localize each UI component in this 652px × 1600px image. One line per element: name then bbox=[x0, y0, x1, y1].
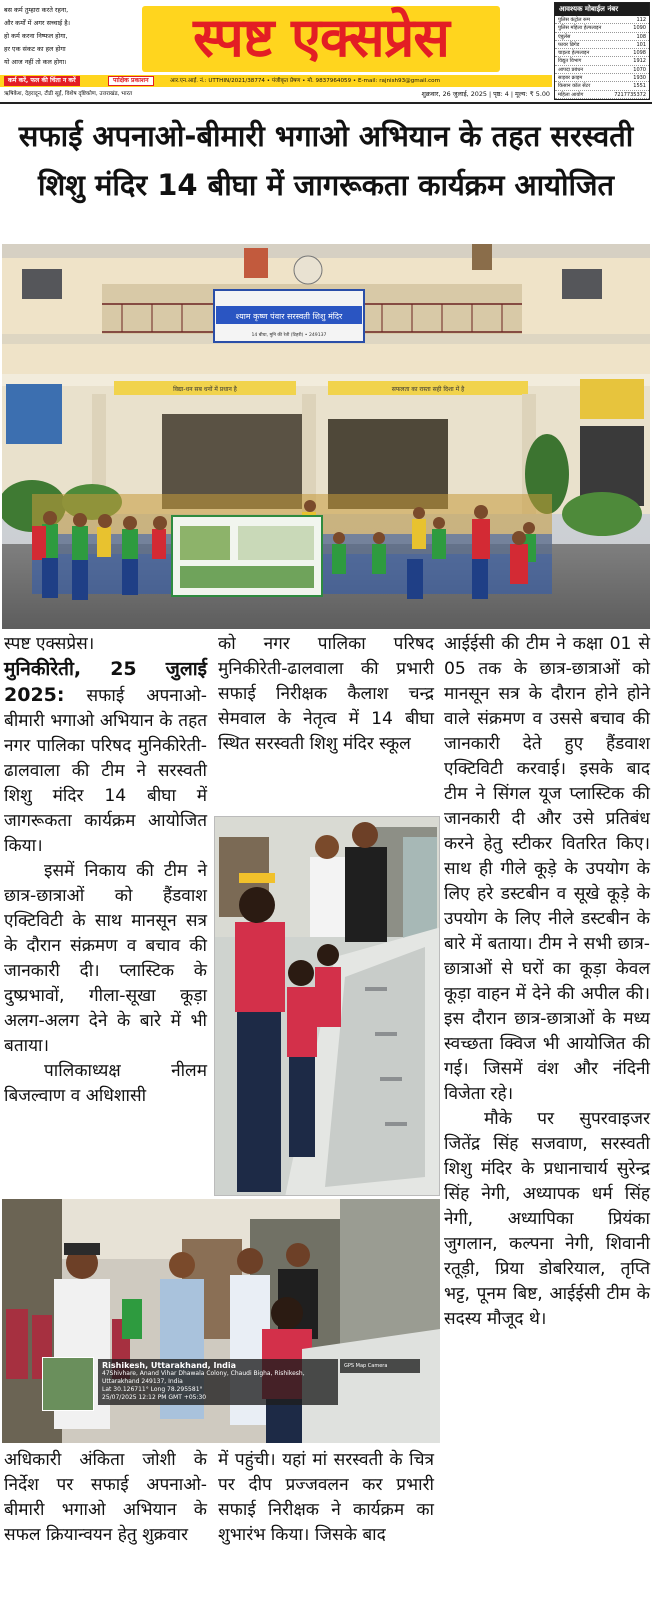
headline-line-2: शिशु मंदिर 14 बीघा में जागरूकता कार्यक्रम आयोजित bbox=[37, 168, 615, 202]
article-paragraph: मौके पर सुपरवाइजर जितेंद्र सिंह सजवाण, सरस्वती शिशु मंदिर के प्रधानाचार्य सुरेन्द्र सिंह नेगी, अध्यापक धर्म सिंह नेगी, अध्यापिका प्रियंका जुगलान, कल्पना नेगी, शिवानी रतूड़ी, प्रिया डोबरियाल, तृप्ति भट्ट, पूनम बिष्ट, आईईसी टीम के सदस्य मौजूद थे। bbox=[444, 1109, 650, 1329]
helpline-title: आवश्यक मोबाईल नंबर bbox=[555, 3, 649, 16]
helpline-row: एंबुलेंस 108 bbox=[555, 33, 649, 41]
inspection-photo bbox=[2, 1199, 440, 1443]
article-column-1-continued bbox=[4, 1448, 207, 1548]
wall-slogan-left: विद्या-धन सब धनों में प्रधान है bbox=[173, 386, 237, 393]
quote-line: यो आज नहीं तो कल होगा। bbox=[4, 58, 67, 66]
quote-line: और कर्मों में अगर सच्चाई है। bbox=[4, 19, 71, 27]
article-paragraph: इसमें निकाय की टीम ने छात्र-छात्राओं को हैंडवाश एक्टिविटी के साथ मानसून सत्र के दौरान संक्रमण व बचाव की जानकारी दी। प्लास्टिक के दुष्प्रभावों, गीला-सूखा कूड़ा अलग-अलग देने के बारे में भी बताया। bbox=[4, 861, 207, 1056]
slogan-tag: कर्म करें, फल की चिंता न करें bbox=[4, 76, 80, 86]
article-column-2 bbox=[218, 632, 434, 757]
geotag-time: 25/07/2025 12:12 PM GMT +05:30 bbox=[102, 1394, 207, 1401]
helpline-row: महिला आयोग 7217735372 bbox=[555, 91, 649, 99]
headline-line-1: सफाई अपनाओ-बीमारी भगाओ अभियान के तहत सरस्वती bbox=[18, 119, 634, 153]
article-column-1 bbox=[4, 632, 207, 1109]
article-paragraph: अधिकारी अंकिता जोशी के निर्देश पर सफाई अपनाओ-बीमारी भगाओ अभियान के सफल क्रियान्वयन हेतु शुक्रवार bbox=[4, 1450, 207, 1545]
group-photo bbox=[2, 244, 650, 629]
article-paragraph: में पहुंची। यहां मां सरस्वती के चित्र पर दीप प्रज्जवलन कर प्रभारी सफाई निरीक्षक ने कार्यक्रम का शुभारंभ किया। जिसके बाद bbox=[218, 1450, 434, 1545]
newspaper-logo[interactable]: स्पष्ट एक्सप्रेस bbox=[193, 5, 449, 69]
article-paragraph: सफाई अपनाओ-बीमारी भगाओ अभियान के तहत नगर पालिका परिषद मुनिकीरेती-ढालवाला की टीम ने सरस्वती शिशु मंदिर 14 बीघा में जागरूकता कार्यक्रम आयोजित किया। bbox=[4, 686, 207, 856]
helpline-row: साइबर क्राइम 1930 bbox=[555, 74, 649, 82]
handwash-photo-drawing bbox=[215, 817, 440, 1196]
article-column-3 bbox=[444, 632, 650, 1332]
helpline-row: किसान कॉल सेंटर 1551 bbox=[555, 82, 649, 90]
quote-line: हर एक संकट का हल होगा bbox=[4, 45, 66, 53]
geotag-address: 47Shivhare, Anand Vihar Dhawala Colony, Chaudi Bigha, Rishikesh, Uttarakhand 249137, India bbox=[102, 1370, 305, 1385]
headline bbox=[0, 112, 652, 210]
geotag-map-thumbnail bbox=[42, 1357, 94, 1411]
helpline-row: फायर ब्रिगेड 101 bbox=[555, 41, 649, 49]
school-banner-text: श्याम कृष्ण पंवार सरस्वती शिशु मंदिर bbox=[235, 312, 343, 321]
geotag-watermark: GPS Map Camera bbox=[340, 1359, 420, 1373]
masthead-quote bbox=[4, 4, 136, 69]
article-paragraph: को नगर पालिका परिषद मुनिकीरेती-ढालवाला की प्रभारी सफाई निरीक्षक कैलाश चन्द्र सेमवाल के नेतृत्व में 14 बीघा स्थित सरस्वती शिशु मंदिर स्कूल bbox=[218, 634, 434, 754]
address-line: ऋषिकेश, देहरादून, टीडी सूईं, विशेष दृष्टिकोण, उत्तराखंड, भारत bbox=[4, 91, 133, 97]
helpline-row: पुलिस महिला हेल्पलाइन 1090 bbox=[555, 24, 649, 32]
quote-line: बस कर्म तुम्हारा करते रहना, bbox=[4, 6, 69, 14]
helpline-row: विद्युत विभाग 1912 bbox=[555, 57, 649, 65]
article-column-2-continued bbox=[218, 1448, 434, 1548]
article-credit: स्पष्ट एक्सप्रेस। bbox=[4, 634, 95, 654]
geotag-coords: Lat 30.126711° Long 78.295581° bbox=[102, 1386, 203, 1393]
article-paragraph: पालिकाध्यक्ष नीलम बिजल्वाण व अधिशासी bbox=[4, 1061, 207, 1106]
helpline-row: आपदा प्रबंधन 1070 bbox=[555, 66, 649, 74]
registration-line: आर.एन.आई. नं.: UTTHIN/2021/38774 • पंजीकृत प्रेषण • मो. 9837964059 • E-mail: rajnish93@gmail.com bbox=[170, 78, 441, 84]
helpline-row: पुलिस कंट्रोल रूम 112 bbox=[555, 16, 649, 24]
geotag-title: Rishikesh, Uttarakhand, India bbox=[102, 1361, 236, 1370]
quote-line: हो कर्म करना निष्फल होगा, bbox=[4, 32, 68, 40]
edition-tag: पाक्षिक प्रकाशन bbox=[108, 76, 154, 86]
helpline-box bbox=[554, 2, 650, 100]
article-place-date: मुनिकीरेती, 25 जुलाई 2025: bbox=[4, 658, 207, 706]
dateline: शुक्रवार, 26 जुलाई, 2025 | पृष्ठ: 4 | मूल्य: ₹ 5.00 bbox=[421, 90, 550, 98]
handwash-photo bbox=[214, 816, 440, 1196]
wall-slogan-right: सफलता का रास्ता सही दिशा में है bbox=[391, 386, 465, 393]
school-banner-sub: 14 बीघा, मुनि की रेती (टिहरी) • 249137 bbox=[251, 333, 327, 338]
group-photo-drawing bbox=[2, 244, 650, 629]
geotag-overlay bbox=[98, 1359, 338, 1405]
article-paragraph: आईईसी की टीम ने कक्षा 01 से 05 तक के छात्र-छात्राओं को मानसून सत्र के दौरान होने होने वाले संक्रमण व उससे बचाव की जानकारी देते हुए हैंडवाश एक्टिविटी करवाई। इसके बाद टीम ने सिंगल यूज प्लास्टिक की जानकारी दी और उसे प्रतिबंध करने हेतु स्टीकर वितरित किए। साथ ही गीले कूड़े के उपयोग के लिए हरे डस्टबीन व सूखे कूड़े के उपयोग के लिए नीले डस्टबीन के बारे में बताया। टीम ने सभी छात्र-छात्राओं से घरों का कूड़ा केवल कूड़ा वाहन में देने की अपील की। इस दौरान छात्र-छात्राओं के मध्य स्वच्छता क्विज भी आयोजित की गई। जिसमें वंश और नंदिनी विजेता रहे। bbox=[444, 634, 650, 1104]
helpline-row: चाइल्ड हेल्पलाइन 1098 bbox=[555, 49, 649, 57]
